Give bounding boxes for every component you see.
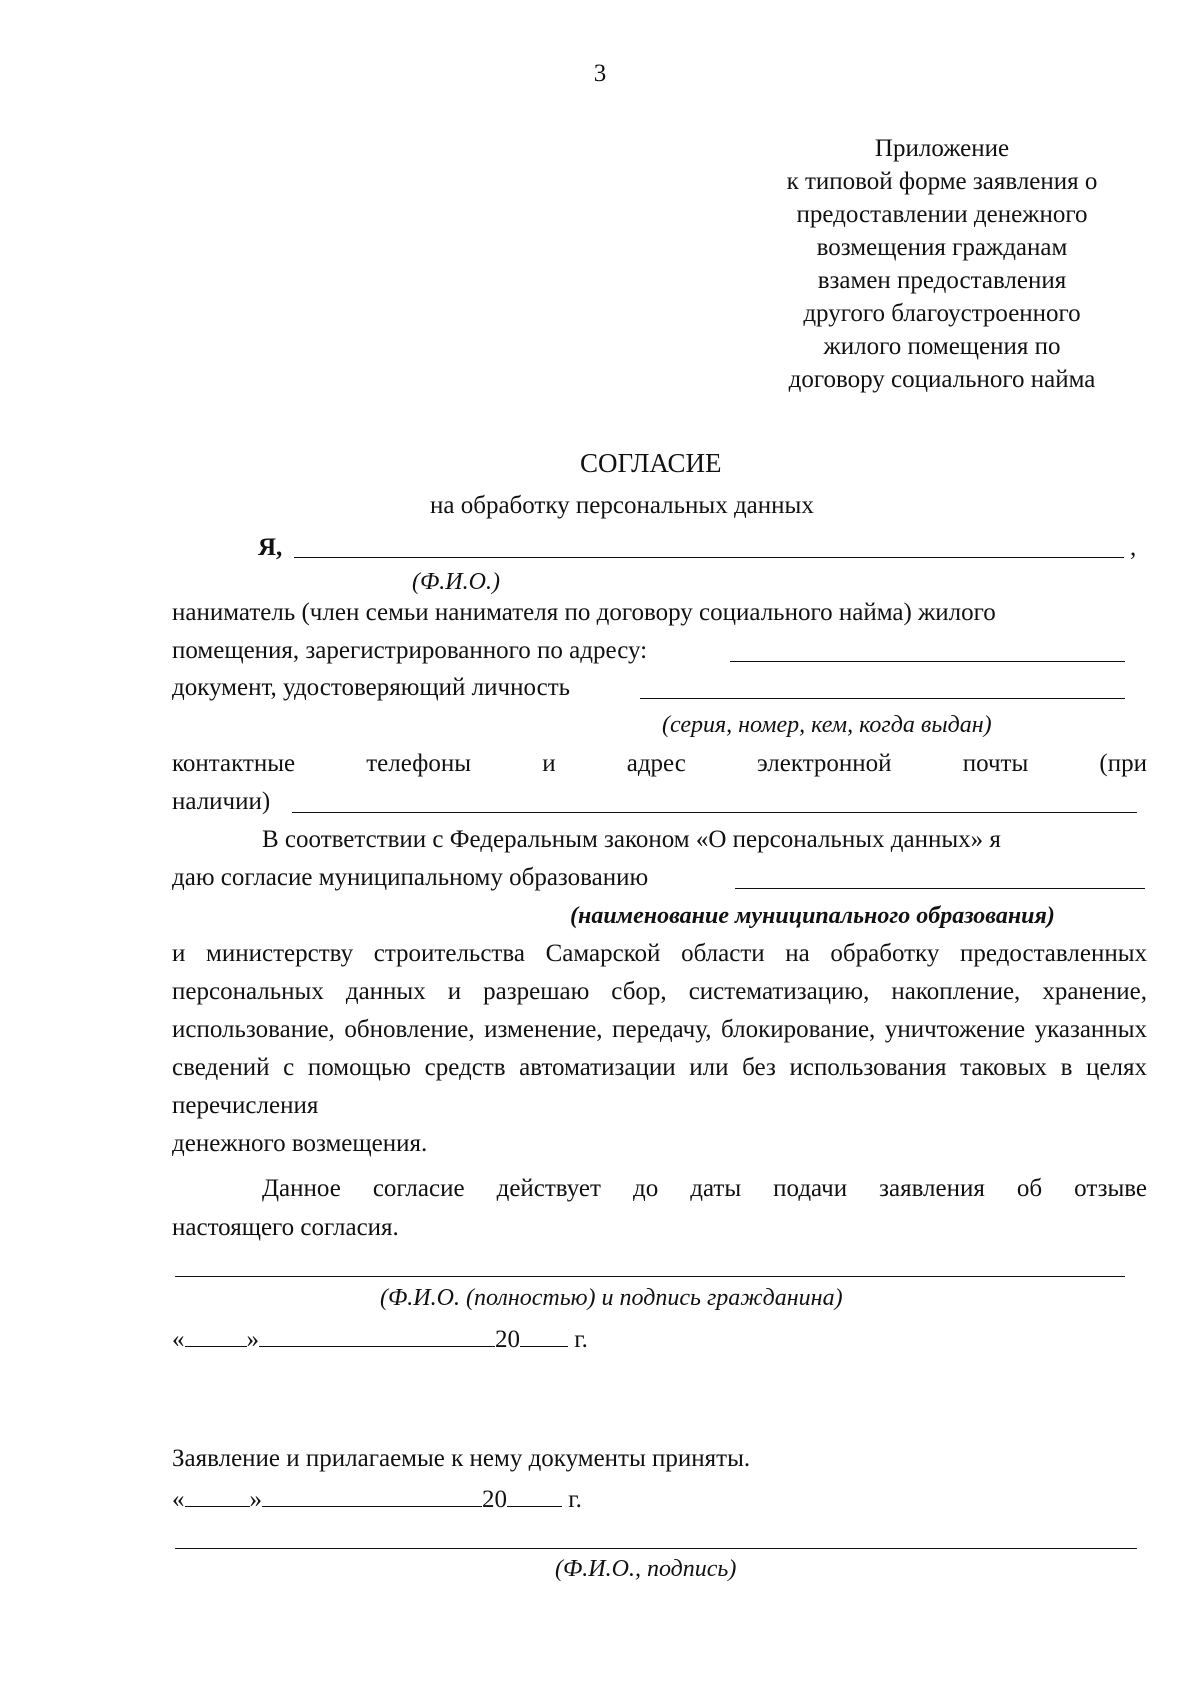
annex-line: жилого помещения по	[823, 333, 1061, 360]
day-field[interactable]	[185, 1482, 250, 1507]
month-field[interactable]	[259, 1322, 495, 1347]
annex-line: предоставлении денежного	[796, 201, 1088, 228]
consent-body-last: денежного возмещения.	[172, 1130, 428, 1157]
month-field[interactable]	[262, 1482, 482, 1507]
ya-label: Я,	[258, 534, 283, 561]
annex-block	[732, 132, 1152, 396]
signature-date	[172, 1322, 588, 1356]
document-title: СОГЛАСИЕ	[580, 448, 722, 478]
fio-hint: (Ф.И.О.)	[412, 569, 500, 595]
comma: ,	[1130, 534, 1137, 561]
validity-text: Данное согласие действует до даты подачи заявления об отзыве	[262, 1175, 1147, 1202]
fio-field[interactable]	[294, 557, 1124, 558]
tenant-line-2: помещения, зарегистрированного по адресу:	[172, 637, 648, 664]
year-prefix: 20	[495, 1326, 520, 1353]
year-field[interactable]	[520, 1322, 568, 1347]
day-field[interactable]	[185, 1322, 247, 1347]
signature-field[interactable]	[175, 1276, 1125, 1277]
annex-title: Приложение	[874, 135, 1010, 162]
year-prefix: 20	[482, 1486, 507, 1513]
signature-hint: (Ф.И.О. (полностью) и подпись гражданина)	[380, 1285, 843, 1311]
annex-line: к типовой форме заявления о	[786, 168, 1098, 195]
validity-last: настоящего согласия.	[172, 1214, 399, 1241]
id-doc-field[interactable]	[640, 698, 1125, 699]
contacts-line-2: наличии)	[172, 788, 271, 815]
municipality-field[interactable]	[735, 888, 1145, 889]
annex-line: возмещения гражданам	[816, 234, 1068, 261]
annex-line: другого благоустроенного	[803, 300, 1081, 327]
document-subtitle: на обработку персональных данных	[430, 492, 814, 519]
law-line-1: В соответствии с Федеральным законом «О персональных данных» я	[262, 826, 1001, 853]
open-quote: «	[172, 1326, 185, 1353]
contacts-field[interactable]	[292, 812, 1137, 813]
close-quote: »	[246, 1326, 259, 1353]
year-field[interactable]	[507, 1482, 562, 1507]
consent-body: и министерству строительства Самарской области на обработку предоставленных персональных данных и разрешаю сбор, систематизацию, накопление, хранение, использование, обновление, изменение, передачу, блокирование, уничтожение указанных сведений с помощью средств автоматизации или без использования таковых в целях перечисления	[172, 940, 1147, 1119]
page-number: 3	[593, 60, 607, 87]
close-quote: »	[249, 1486, 262, 1513]
acceptance-text: Заявление и прилагаемые к нему документы приняты.	[172, 1445, 751, 1472]
address-field[interactable]	[730, 661, 1125, 662]
acceptance-signature-field[interactable]	[175, 1548, 1137, 1549]
annex-line: договору социального найма	[788, 366, 1096, 393]
acceptance-date	[172, 1482, 582, 1516]
law-line-2: даю согласие муниципальному образованию	[172, 864, 649, 891]
annex-line: взамен предоставления	[817, 267, 1067, 294]
acceptance-hint: (Ф.И.О., подпись)	[555, 1556, 737, 1582]
municipality-hint: (наименование муниципального образования)	[570, 903, 1055, 929]
tenant-line-1: наниматель (член семьи нанимателя по договору социального найма) жилого	[172, 599, 996, 626]
year-suffix: г.	[568, 1486, 582, 1513]
id-doc-hint-text: (серия, номер, кем, когда выдан)	[662, 712, 992, 738]
year-suffix: г.	[574, 1326, 588, 1353]
contacts-line-1: контактные телефоны и адрес электронной почты (при	[172, 750, 1147, 777]
open-quote: «	[172, 1486, 185, 1513]
id-doc-label: документ, удостоверяющий личность	[172, 674, 571, 701]
